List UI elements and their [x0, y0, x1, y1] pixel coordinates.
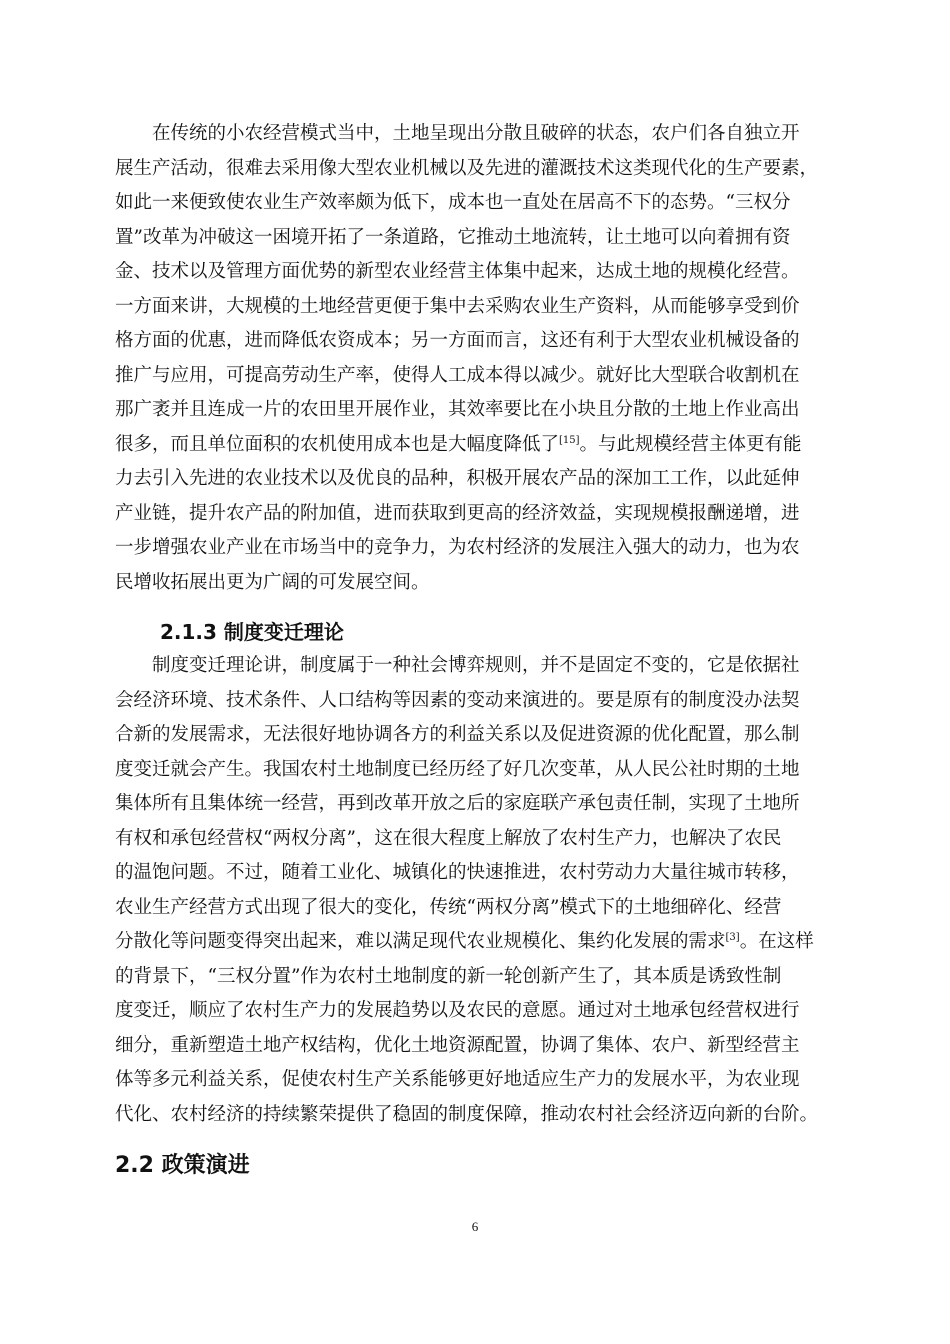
text-line-content: 合新的发展需求，无法很好地协调各方的利益关系以及促进资源的优化配置，那么制: [115, 724, 800, 745]
text-line-content: 代化、农村经济的持续繁荣提供了稳固的制度保障，推动农村社会经济迈向新的台阶。: [115, 1103, 819, 1125]
text-line-content: 推广与应用，可提高劳动生产率，使得人工成本得以减少。就好比大型联合收割机在: [115, 364, 800, 386]
text-line-content: 集体所有且集体统一经营，再到改革开放之后的家庭联产承包责任制，实现了土地所: [115, 793, 800, 814]
text-line-content: 展生产活动，很难去采用像大型农业机械以及先进的灌溉技术这类现代化的生产要素，: [115, 157, 819, 179]
text-line: [115, 760, 835, 780]
text-line: [115, 1070, 835, 1090]
text-line-content: 会经济环境、技术条件、人口结构等因素的变动来演进的。要是原有的制度没办法契: [115, 689, 800, 711]
text-line: [115, 435, 835, 455]
text-line: [115, 1036, 835, 1056]
text-line-tail: 。在这样: [739, 931, 814, 952]
text-line-content: 制度变迁理论讲，制度属于一种社会博弈规则，并不是固定不变的，它是依据社: [115, 655, 800, 676]
page-number: 6: [471, 1219, 479, 1234]
text-line: [115, 725, 835, 745]
text-line-content: 格方面的优惠，进而降低农资成本；另一方面而言，这还有利于大型农业机械设备的: [115, 330, 800, 351]
text-line: [115, 538, 835, 558]
text-line: [115, 469, 835, 489]
text-line: [115, 573, 835, 593]
text-line-content: 在传统的小农经营模式当中，土地呈现出分散且破碎的状态，农户们各自独立开: [115, 123, 800, 144]
text-line-content: 如此一来便致使农业生产效率颇为低下，成本也一直处在居高不下的态势。“三权分: [115, 192, 791, 213]
text-line-content: 民增收拓展出更为广阔的可发展空间。: [115, 571, 430, 593]
text-line-content: 分散化等问题变得突出起来，难以满足现代农业规模化、集约化发展的需求: [115, 931, 726, 952]
citation-ref: [3]: [725, 931, 740, 943]
text-line: [115, 967, 835, 987]
text-line: [115, 331, 835, 351]
text-line-tail: 。与此规模经营主体更有能: [579, 433, 802, 455]
text-line-content: 度变迁就会产生。我国农村土地制度已经历经了好几次变革，从人民公社时期的土地: [115, 758, 800, 780]
text-line-content: 有权和承包经营权“两权分离”，这在很大程度上解放了农村生产力，也解决了农民: [115, 827, 782, 849]
text-line: [115, 691, 835, 711]
text-line: [115, 193, 835, 213]
text-line-content: 细分，重新塑造土地产权结构，优化土地资源配置，协调了集体、农户、新型经营主: [115, 1034, 800, 1056]
text-line-content: 金、技术以及管理方面优势的新型农业经营主体集中起来，达成土地的规模化经营。: [115, 261, 800, 282]
text-line: [115, 863, 835, 883]
text-line: [115, 297, 835, 317]
text-line-content: 力去引入先进的农业技术以及优良的品种，积极开展农产品的深加工工作，以此延伸: [115, 468, 800, 489]
text-line: [115, 504, 835, 524]
text-line: [115, 159, 835, 179]
text-line-content: 体等多元利益关系，促使农村生产关系能够更好地适应生产力的发展水平，为农业现: [115, 1069, 800, 1090]
citation-ref: [15]: [559, 434, 580, 446]
text-line-content: 的背景下，“三权分置”作为农村土地制度的新一轮创新产生了，其本质是诱致性制: [115, 965, 782, 987]
text-line-content: 度变迁，顺应了农村生产力的发展趋势以及农民的意愿。通过对土地承包经营权进行: [115, 1000, 800, 1021]
section-heading-2-1-3: 2.1.3 制度变迁理论: [160, 620, 344, 644]
text-line: [115, 228, 835, 248]
text-line: [115, 656, 835, 676]
text-line: [115, 124, 835, 144]
text-line-content: 的温饱问题。不过，随着工业化、城镇化的快速推进，农村劳动力大量往城市转移，: [115, 862, 800, 883]
text-line-content: 很多，而且单位面积的农机使用成本也是大幅度降低了: [115, 433, 560, 455]
text-line: [115, 932, 835, 952]
text-line-content: 置”改革为冲破这一困境开拓了一条道路，它推动土地流转，让土地可以向着拥有资: [115, 226, 791, 248]
text-line: [115, 898, 835, 918]
text-line: [115, 366, 835, 386]
text-line: [115, 400, 835, 420]
text-line-content: 一方面来讲，大规模的土地经营更便于集中去采购农业生产资料，从而能够享受到价: [115, 295, 800, 317]
text-line-content: 产业链，提升农产品的附加值，进而获取到更高的经济效益，实现规模报酬递增，进: [115, 502, 800, 524]
text-line: [115, 1001, 835, 1021]
text-line-content: 一步增强农业产业在市场当中的竞争力，为农村经济的发展注入强大的动力，也为农: [115, 537, 800, 558]
text-line: [115, 794, 835, 814]
text-line-content: 那广袤并且连成一片的农田里开展作业，其效率要比在小块且分散的土地上作业高出: [115, 399, 800, 420]
text-line: [115, 262, 835, 282]
text-line: [115, 1105, 835, 1125]
text-line-content: 农业生产经营方式出现了很大的变化，传统“两权分离”模式下的土地细碎化、经营: [115, 896, 782, 918]
text-line: [115, 829, 835, 849]
section-heading-2-2: 2.2 政策演进: [115, 1153, 250, 1178]
